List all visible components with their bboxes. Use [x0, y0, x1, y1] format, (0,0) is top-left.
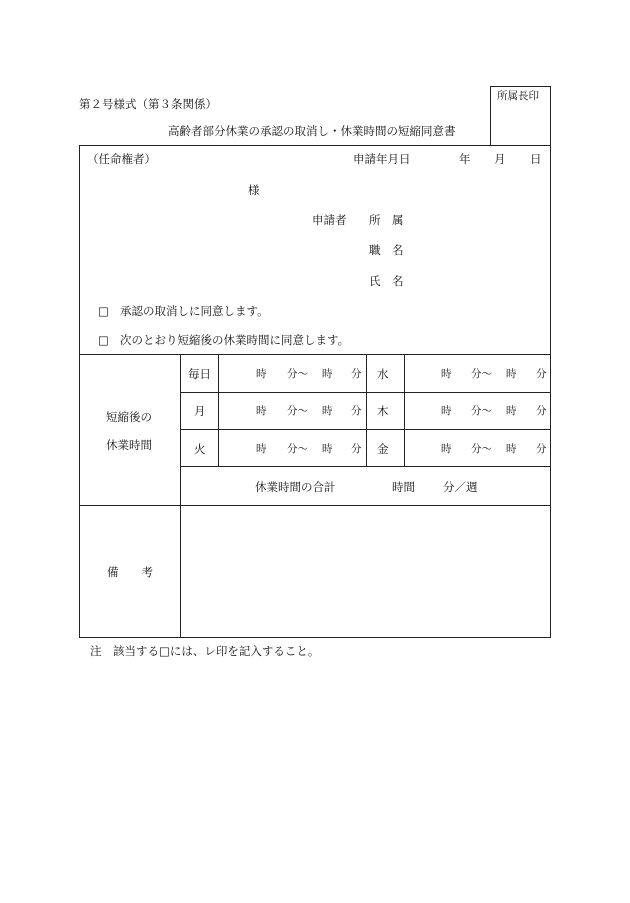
day-wednesday: 水 [377, 367, 389, 381]
end-hour-wednesday: 時 [506, 368, 517, 380]
total-hours-label: 休業時間の合計 [255, 480, 336, 494]
middle-column-divider [366, 354, 367, 467]
checkbox-shorten[interactable]: □ [98, 333, 109, 347]
end-minute-wednesday: 分 [536, 368, 547, 380]
day-friday: 金 [377, 442, 389, 456]
end-minute-monday: 分 [351, 405, 362, 417]
option-shorten-label: 次のとおり短縮後の休業時間に同意します。 [120, 333, 350, 347]
end-hour-monday: 時 [322, 405, 333, 417]
day-column-divider-left [218, 354, 219, 467]
start-minute-friday: 分～ [471, 443, 492, 455]
position-label: 職 名 [369, 243, 404, 257]
end-hour-tuesday: 時 [322, 443, 333, 455]
start-hour-daily: 時 [256, 368, 267, 380]
affiliation-label: 所 属 [369, 213, 404, 227]
footer-note: 注 該当する□には、レ印を記入すること。 [90, 644, 320, 658]
application-date-label: 申請年月日 [353, 152, 411, 166]
form-number: 第２号様式（第３条関係） [79, 97, 217, 111]
end-minute-thursday: 分 [536, 405, 547, 417]
remarks-top-border [79, 505, 551, 506]
honorific-sama: 様 [248, 183, 260, 197]
end-minute-daily: 分 [351, 368, 362, 380]
option-cancel-label: 承認の取消しに同意します。 [120, 304, 269, 318]
document-title: 高齢者部分休業の承認の取消し・休業時間の短縮同意書 [168, 124, 456, 138]
schedule-label-line2: 休業時間 [106, 438, 152, 452]
total-hours-unit: 時間 [392, 480, 415, 494]
start-hour-friday: 時 [441, 443, 452, 455]
end-hour-thursday: 時 [506, 405, 517, 417]
table-top-border [79, 145, 551, 146]
start-hour-thursday: 時 [441, 405, 452, 417]
start-minute-daily: 分～ [287, 368, 308, 380]
day-tuesday: 火 [194, 442, 206, 456]
day-column-divider-right [404, 354, 405, 467]
total-minutes-per-week: 分／週 [443, 480, 478, 494]
end-minute-friday: 分 [536, 443, 547, 455]
schedule-top-border [79, 354, 551, 355]
checkbox-cancel[interactable]: □ [98, 304, 109, 318]
start-hour-wednesday: 時 [441, 368, 452, 380]
start-hour-tuesday: 時 [256, 443, 267, 455]
day-monday: 月 [194, 404, 206, 418]
start-minute-tuesday: 分～ [287, 443, 308, 455]
label-column-divider [180, 354, 181, 638]
stamp-box-right [550, 86, 551, 146]
day-daily: 毎日 [188, 367, 211, 381]
month-label: 月 [494, 152, 506, 166]
name-label: 氏 名 [369, 274, 404, 288]
start-minute-wednesday: 分～ [471, 368, 492, 380]
day-label: 日 [530, 152, 542, 166]
end-hour-friday: 時 [506, 443, 517, 455]
stamp-label: 所属長印 [497, 90, 539, 102]
start-minute-thursday: 分～ [471, 405, 492, 417]
start-hour-monday: 時 [256, 405, 267, 417]
end-hour-daily: 時 [322, 368, 333, 380]
year-label: 年 [459, 152, 471, 166]
table-left-border [79, 145, 80, 638]
schedule-label-line1: 短縮後の [106, 410, 152, 424]
table-bottom-border [79, 637, 551, 638]
stamp-box-left [490, 86, 491, 146]
end-minute-tuesday: 分 [351, 443, 362, 455]
appointer-label: （任命権者） [87, 152, 156, 166]
start-minute-monday: 分～ [287, 405, 308, 417]
remarks-label: 備 考 [107, 565, 153, 579]
day-thursday: 木 [377, 404, 389, 418]
applicant-label: 申請者 [312, 213, 347, 227]
stamp-box-top [490, 86, 551, 87]
